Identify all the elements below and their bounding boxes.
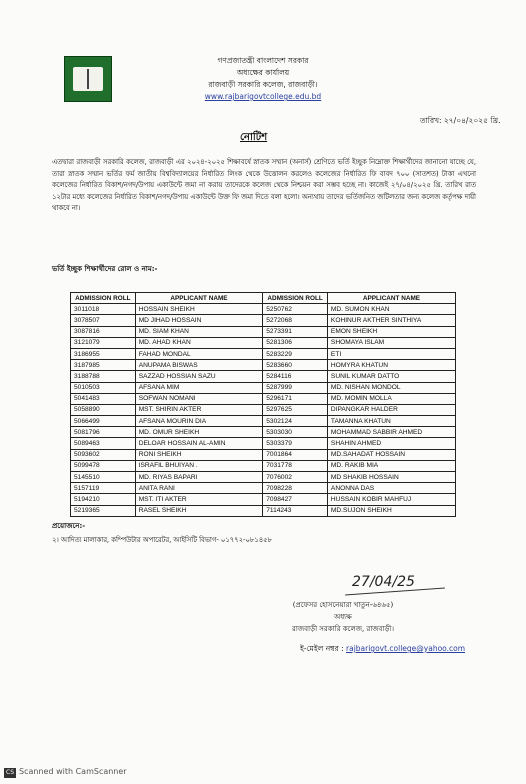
applicant-name-cell: AFSANA MIM xyxy=(135,382,263,393)
applicant-name-cell: SHAHIN AHMED xyxy=(327,438,455,449)
table-row xyxy=(71,449,456,460)
admission-roll-cell: 5041483 xyxy=(71,393,136,404)
admission-roll-cell: 5058890 xyxy=(71,404,136,415)
admission-roll-cell: 5297625 xyxy=(263,404,328,415)
applicant-name-cell: MD. SUMON KHAN xyxy=(327,304,455,315)
applicant-name-cell: SHOMAYA ISLAM xyxy=(327,337,455,348)
applicant-name-cell: TAMANNA KHATUN xyxy=(327,416,455,427)
applicant-name-cell: MD. MOMIN MOLLA xyxy=(327,393,455,404)
admission-roll-cell: 3188788 xyxy=(71,371,136,382)
applicant-name-cell: MD. RAKIB MIA xyxy=(327,460,455,471)
admission-roll-cell: 5273391 xyxy=(263,326,328,337)
applicant-name-cell: HOSSAIN SHEIKH xyxy=(135,304,263,315)
camscanner-logo-icon: CS xyxy=(6,769,14,776)
applicant-table xyxy=(70,292,456,517)
signer-college: রাজবাড়ী সরকারি কলেজ, রাজবাড়ী। xyxy=(292,625,394,633)
applicant-name-cell: ISRAFIL BHUIYAN . xyxy=(135,460,263,471)
applicant-name-cell: FAHAD MONDAL xyxy=(135,348,263,359)
table-row xyxy=(71,393,456,404)
applicant-name-cell: MD. SIAM KHAN xyxy=(135,326,263,337)
signature-handwritten: 27/04/25 xyxy=(352,574,415,590)
table-row xyxy=(71,360,456,371)
contact-heading: প্রয়োজনে:- xyxy=(52,522,86,530)
applicant-name-cell: MD. NISHAN MONDOL xyxy=(327,382,455,393)
applicant-name-cell: SOFWAN NOMANI xyxy=(135,393,263,404)
table-row xyxy=(71,382,456,393)
admission-roll-cell: 5303379 xyxy=(263,438,328,449)
column-header: APPLICANT NAME xyxy=(135,293,263,304)
admission-roll-cell: 5303030 xyxy=(263,427,328,438)
applicant-name-cell: MST. ITI AKTER xyxy=(135,494,263,505)
admission-roll-cell: 5081796 xyxy=(71,427,136,438)
applicant-name-cell: MD. AHAD KHAN xyxy=(135,337,263,348)
table-row xyxy=(71,505,456,516)
table-row xyxy=(71,494,456,505)
applicant-name-cell: DELOAR HOSSAIN AL-AMIN xyxy=(135,438,263,449)
admission-roll-cell: 5296171 xyxy=(263,393,328,404)
table-row xyxy=(71,404,456,415)
applicant-name-cell: RASEL SHEIKH xyxy=(135,505,263,516)
admission-roll-cell: 5093602 xyxy=(71,449,136,460)
list-heading: ভর্তি ইচ্ছুক শিক্ষার্থীদের রোল ও নাম:- xyxy=(52,265,158,273)
admission-roll-cell: 5145510 xyxy=(71,472,136,483)
watermark-text: Scanned with CamScanner xyxy=(19,767,127,776)
admission-roll-cell: 5157119 xyxy=(71,483,136,494)
camscanner-watermark xyxy=(4,767,127,778)
applicant-name-cell: MST. SHIRIN AKTER xyxy=(135,404,263,415)
applicant-name-cell: SUNIL KUMAR DATTO xyxy=(327,371,455,382)
admission-roll-cell: 3187985 xyxy=(71,360,136,371)
applicant-name-cell: MOHAMMAD SABBIR AHMED xyxy=(327,427,455,438)
table-row xyxy=(71,460,456,471)
table-row xyxy=(71,416,456,427)
table-header-row xyxy=(71,293,456,304)
header-college: রাজবাড়ী সরকারি কলেজ, রাজবাড়ী। xyxy=(208,80,318,89)
table-row xyxy=(71,427,456,438)
email-line xyxy=(300,644,465,656)
admission-roll-cell: 5281306 xyxy=(263,337,328,348)
admission-roll-cell: 3121079 xyxy=(71,337,136,348)
table-row xyxy=(71,337,456,348)
admission-roll-cell: 5066499 xyxy=(71,416,136,427)
admission-roll-cell: 5272068 xyxy=(263,315,328,326)
applicant-name-cell: MD. OMUR SHEIKH xyxy=(135,427,263,438)
applicant-name-cell: AFSANA MOURIN DIA xyxy=(135,416,263,427)
table-row xyxy=(71,472,456,483)
applicant-name-cell: ETI xyxy=(327,348,455,359)
email-label: ই-মেইল নম্বর : xyxy=(300,644,344,653)
applicant-name-cell: EMON SHEIKH xyxy=(327,326,455,337)
admission-roll-cell: 5302124 xyxy=(263,416,328,427)
applicant-name-cell: MD.SAHADAT HOSSAIN xyxy=(327,449,455,460)
applicant-name-cell: MD. RIYAS BAPARI xyxy=(135,472,263,483)
column-header: ADMISSION ROLL xyxy=(71,293,136,304)
admission-roll-cell: 5283229 xyxy=(263,348,328,359)
header-office: অধ্যক্ষের কার্যালয় xyxy=(236,68,290,77)
applicant-name-cell: ANONNA DAS xyxy=(327,483,455,494)
table-row xyxy=(71,348,456,359)
applicant-name-cell: ANUPAMA BISWAS xyxy=(135,360,263,371)
admission-roll-cell: 5194210 xyxy=(71,494,136,505)
applicant-name-cell: SAZZAD HOSSIAN SAZU xyxy=(135,371,263,382)
applicant-name-cell: MD SHAKIB HOSSAIN xyxy=(327,472,455,483)
notice-date: তারিখ: ২৭/০৪/২০২৫ খ্রি. xyxy=(420,116,501,125)
admission-roll-cell: 3186955 xyxy=(71,348,136,359)
table-row xyxy=(71,371,456,382)
signer-title: অধ্যক্ষ xyxy=(334,613,352,621)
admission-roll-cell: 5283660 xyxy=(263,360,328,371)
admission-roll-cell: 3011018 xyxy=(71,304,136,315)
admission-roll-cell: 7031778 xyxy=(263,460,328,471)
signer-name: (প্রফেসর হোসনেয়ারা খাতুন-৬৪৬৫) xyxy=(292,601,394,609)
applicant-name-cell: ANITA RANI xyxy=(135,483,263,494)
applicant-name-cell: DIPANGKAR HALDER xyxy=(327,404,455,415)
admission-roll-cell: 5099478 xyxy=(71,460,136,471)
applicant-name-cell: HUSSAIN KOBIR MAHFUJ xyxy=(327,494,455,505)
admission-roll-cell: 7098228 xyxy=(263,483,328,494)
column-header: ADMISSION ROLL xyxy=(263,293,328,304)
admission-roll-cell: 3087816 xyxy=(71,326,136,337)
admission-roll-cell: 5284116 xyxy=(263,371,328,382)
admission-roll-cell: 7001864 xyxy=(263,449,328,460)
table-row xyxy=(71,304,456,315)
admission-roll-cell: 7114243 xyxy=(263,505,328,516)
applicant-name-cell: HOMYRA KHATUN xyxy=(327,360,455,371)
table-row xyxy=(71,315,456,326)
header-website-link[interactable]: www.rajbarigovtcollege.edu.bd xyxy=(204,92,322,101)
header-government: গণপ্রজাতন্ত্রী বাংলাদেশ সরকার xyxy=(217,56,309,65)
admission-roll-cell: 7076002 xyxy=(263,472,328,483)
notice-title: নোটিশ xyxy=(240,132,268,143)
table-row xyxy=(71,483,456,494)
column-header: APPLICANT NAME xyxy=(327,293,455,304)
email-link[interactable]: rajbarigovt.college@yahoo.com xyxy=(346,644,466,653)
table-row xyxy=(71,438,456,449)
applicant-name-cell: MD JIHAD HOSSAIN xyxy=(135,315,263,326)
notice-body: এতদ্বারা রাজবাড়ী সরকারি কলেজ, রাজবাড়ী এর ২০২৪-২০২৫ শিক্ষাবর্ষে স্নাতক সম্মান (অনার্স) শ্রেণিতে ভর্তি ইচ্ছুক নিম্নোক্ত শিক্ষার্থীদের জানানো যাচ্ছে যে, তারা স্নাতক সম্মান ভর্তির ফর্ম জাতীয় বিশ্ববিদ্যালয়ের নির্ধারিত লিংক থেকে উত্তোলন করলেও কলেজের নির্ধারিত ফি বাবদ ৭০০ (সাতশত) টাকা এখনো কলেজের নির্ধারিত বিকাশ/নগদ/উপায় একাউন্টে জমা না করায় তাদেরকে কলেজ থেকে নিশ্চয়ন করা সম্ভব হচ্ছে না। কাজেই ২৭/০৪/২০২৫ খ্রি. তারিখ রাত ১২টার মধ্যে কলেজের নির্ধারিত বিকাশ/নগদ/উপায় একাউন্টে উক্ত ফি জমা দিতে বলা হলো। অন্যথায় তাদের ভর্তিজনিত জটিলতার জন্য কলেজ কর্তৃপক্ষ দায়ী থাকবে না। xyxy=(52,158,476,213)
applicant-name-cell: MD.SUJON SHEIKH xyxy=(327,505,455,516)
admission-roll-cell: 5287999 xyxy=(263,382,328,393)
contact-line: ২। আদিত্য মালাকার, কম্পিউটার অপারেটর, আইসিটি বিভাগ- ০১৭৭২-০৮১৪৫৮ xyxy=(52,536,272,544)
admission-roll-cell: 5250762 xyxy=(263,304,328,315)
admission-roll-cell: 3078507 xyxy=(71,315,136,326)
table-row xyxy=(71,326,456,337)
admission-roll-cell: 5089463 xyxy=(71,438,136,449)
applicant-name-cell: KOHINUR AKTHER SINTHIYA xyxy=(327,315,455,326)
applicant-name-cell: RONI SHEIKH xyxy=(135,449,263,460)
admission-roll-cell: 7098427 xyxy=(263,494,328,505)
admission-roll-cell: 5219365 xyxy=(71,505,136,516)
admission-roll-cell: 5010503 xyxy=(71,382,136,393)
